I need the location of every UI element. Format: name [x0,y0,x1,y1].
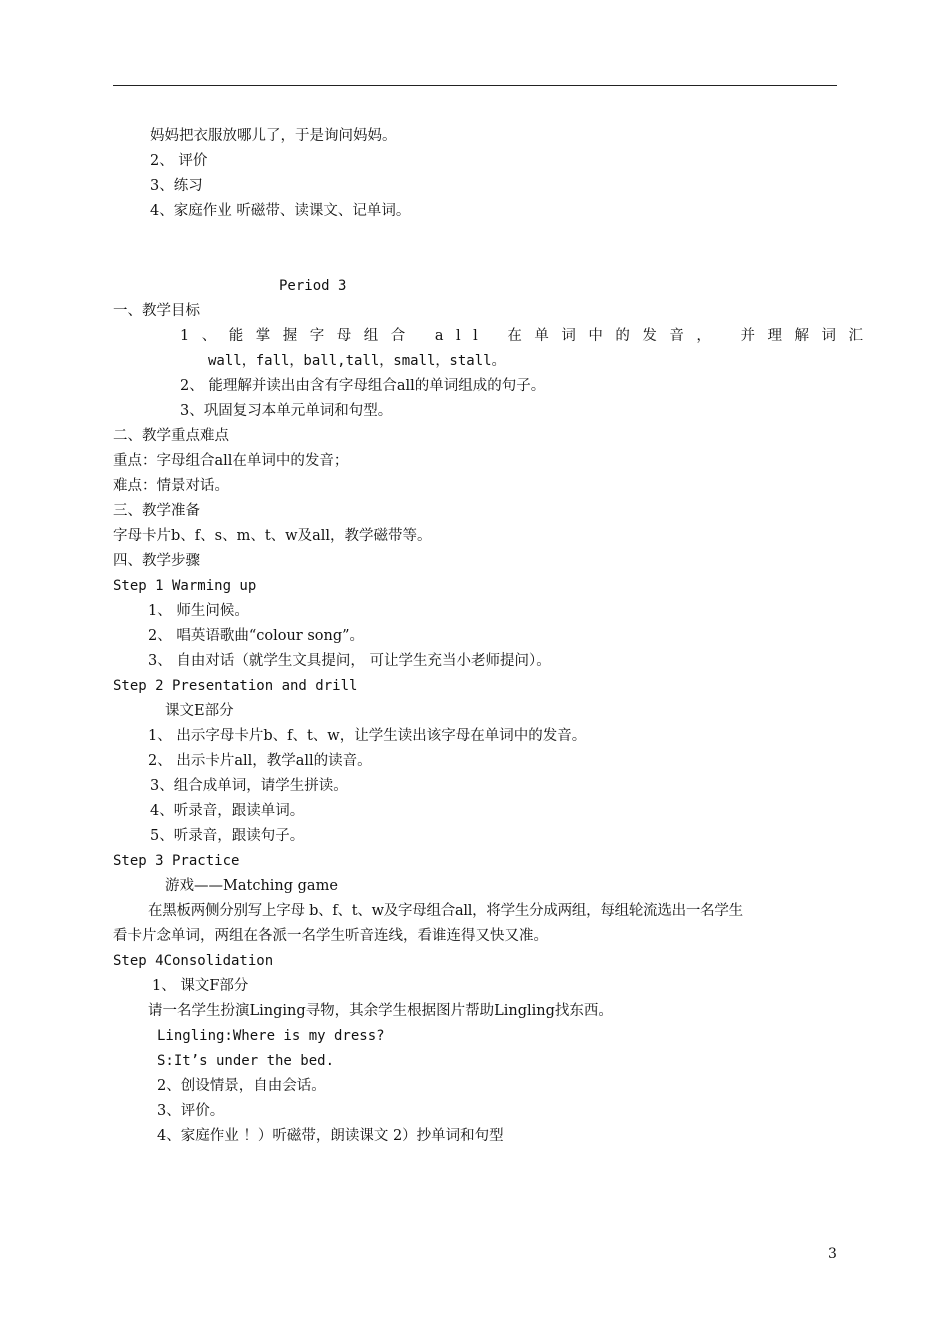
section-heading: 三、教学准备 [113,503,200,519]
dialogue-line: Lingling:Where is my dress? [157,1028,385,1044]
text-line: 妈妈把衣服放哪儿了，于是询问妈妈。 [150,128,397,144]
text-line: wall，fall，ball,tall，small，stall。 [208,353,506,369]
text-line: 3、练习 [150,178,203,194]
text-line: 3、组合成单词，请学生拼读。 [150,778,348,794]
text-line: 1、 课文F部分 [152,978,249,994]
text-line: 1、能掌握字母组合 all 在单词中的发音， 并理解词汇 [180,328,876,344]
text-line: 4、家庭作业 听磁带、读课文、记单词。 [150,203,411,219]
step-heading: Step 4Consolidation [113,953,274,969]
text-line: 重点：字母组合all在单词中的发音； [113,453,349,469]
step-heading: Step 2 Presentation and drill [113,678,358,694]
text-line: 5、听录音，跟读句子。 [150,828,305,844]
text-line: 难点：情景对话。 [113,478,229,494]
step-heading: Step 3 Practice [113,853,240,869]
text-line: 在黑板两侧分别写上字母 b、f、t、w及字母组合all，将学生分成两组，每组轮流选出一名学生 [148,903,743,919]
text-line: 2、 能理解并读出由含有字母组合all的单词组成的句子。 [180,378,546,394]
text-line: 3、评价。 [157,1103,225,1119]
text-line: 4、听录音，跟读单词。 [150,803,305,819]
text-line: 3、 自由对话（就学生文具提问， 可让学生充当小老师提问）。 [148,653,551,669]
header-rule [113,85,837,86]
text-line: 字母卡片b、f、s、m、t、w及all，教学磁带等。 [113,528,432,544]
text-line: 课文E部分 [165,703,234,719]
step-heading: Step 1 Warming up [113,578,257,594]
page-number: 3 [828,1246,837,1262]
text-line: 2、 唱英语歌曲“colour song”。 [148,628,365,644]
text-line: 3、巩固复习本单元单词和句型。 [180,403,393,419]
section-heading-period: Period 3 [279,278,347,294]
text-line: 2、 出示卡片all，教学all的读音。 [148,753,372,769]
text-line: 1、 师生问候。 [148,603,249,619]
dialogue-line: S:It’s under the bed. [157,1053,335,1069]
section-heading: 二、教学重点难点 [113,428,229,444]
section-heading: 一、教学目标 [113,303,200,319]
text-line: 2、创设情景，自由会话。 [157,1078,326,1094]
text-line: 2、 评价 [150,153,208,169]
text-line: 请一名学生扮演Linging寻物，其余学生根据图片帮助Lingling找东西。 [148,1003,613,1019]
text-line: 看卡片念单词，两组在各派一名学生听音连线，看谁连得又快又准。 [113,928,548,944]
section-heading: 四、教学步骤 [113,553,200,569]
text-line: 1、 出示字母卡片b、f、t、w，让学生读出该字母在单词中的发音。 [148,728,587,744]
text-line: 4、家庭作业 ！）听磁带，朗读课文 2）抄单词和句型 [157,1128,504,1144]
text-line: 游戏——Matching game [165,878,338,894]
